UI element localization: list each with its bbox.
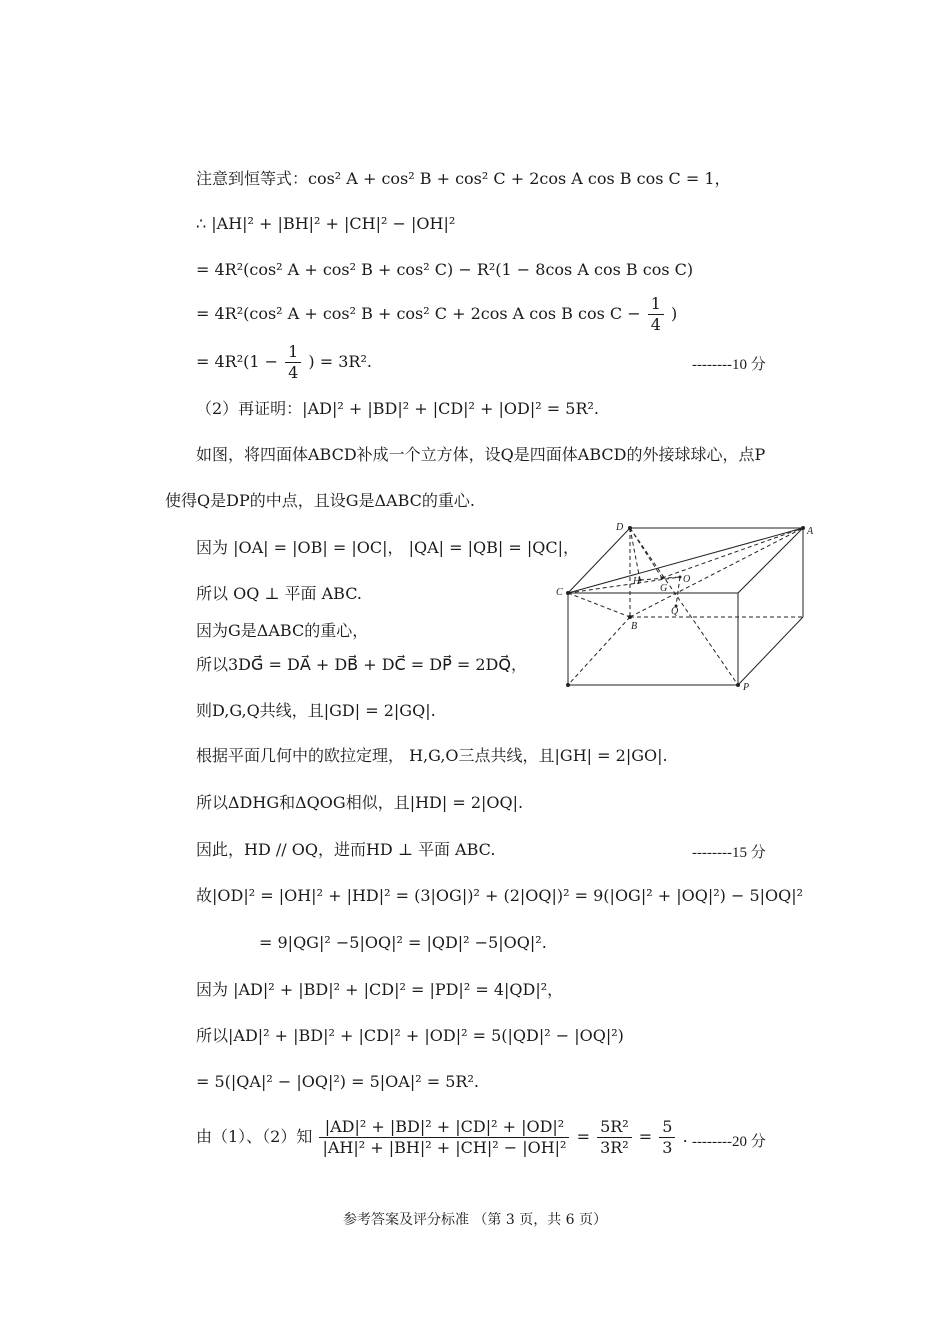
final-ratio-fraction bbox=[319, 1117, 569, 1158]
fraction-denominator: 3 bbox=[662, 1138, 673, 1157]
fraction-denominator: |AH|² + |BH|² + |CH|² − |OH|² bbox=[322, 1138, 567, 1157]
similar-triangles-line: 所以ΔDHG和ΔQOG相似，且|HD| = 2|OQ|. bbox=[196, 793, 524, 812]
fraction-quarter bbox=[648, 294, 664, 335]
label-g: G bbox=[660, 583, 668, 594]
vector-line: 所以3DG⃗ = DA⃗ + DB⃗ + DC⃗ = DP⃗ = 2DQ⃗， bbox=[196, 655, 527, 674]
construction-line-1: 如图，将四面体ABCD补成一个立方体，设Q是四面体ABCD的外接球球心，点P bbox=[196, 445, 766, 464]
step-line-3-text: = 4R²(1 − bbox=[196, 352, 279, 371]
page-footer: 参考答案及评分标准 （第 3 页，共 6 页） bbox=[342, 1212, 608, 1228]
centroid-line: 因为G是ΔABC的重心， bbox=[196, 621, 369, 640]
label-h: H bbox=[633, 576, 641, 587]
fraction-denominator: 4 bbox=[288, 363, 299, 382]
result-5r2-line: = 5(|QA|² − |OQ|²) = 5|OA|² = 5R². bbox=[196, 1072, 479, 1091]
step-line-2-close: ) bbox=[671, 304, 678, 323]
ratio-5-3 bbox=[659, 1117, 675, 1158]
sum-od-line: 所以|AD|² + |BD|² + |CD|² + |OD|² = 5(|QD|² − |OQ|²) bbox=[196, 1026, 624, 1045]
perpendicular-line: 所以 OQ ⊥ 平面 ABC. bbox=[196, 584, 362, 603]
equal-distances-line: 因为 |OA| = |OB| = |OC|， |QA| = |QB| = |QC|， bbox=[196, 538, 579, 557]
collinear-line: 则D,G,Q共线，且|GD| = 2|GQ|. bbox=[196, 701, 436, 720]
label-a: A bbox=[807, 526, 814, 537]
score-15: --------15 分 bbox=[692, 845, 766, 861]
ratio-5r2-3r2 bbox=[597, 1117, 632, 1158]
label-d: D bbox=[616, 522, 624, 533]
final-ratio-prefix: 由（1）、（2）知 bbox=[196, 1127, 313, 1146]
fraction-numerator: |AD|² + |BD|² + |CD|² + |OD|² bbox=[319, 1117, 569, 1138]
label-q: Q bbox=[671, 606, 679, 617]
identity-line: 注意到恒等式：cos² A + cos² B + cos² C + 2cos A cos B cos C = 1， bbox=[196, 169, 731, 188]
final-period: . bbox=[682, 1127, 688, 1146]
step-line-1: = 4R²(cos² A + cos² B + cos² C) − R²(1 − 8cos A cos B cos C) bbox=[196, 260, 694, 279]
fraction-denominator: 3R² bbox=[600, 1138, 629, 1157]
od-squared-line-2: = 9|QG|² −5|OQ|² = |QD|² −5|OQ|². bbox=[259, 933, 547, 952]
final-ratio-line bbox=[196, 1117, 688, 1158]
step-line-2 bbox=[196, 294, 677, 335]
step-line-3 bbox=[196, 342, 372, 383]
sum-expression-line: ∴ |AH|² + |BH|² + |CH|² − |OH|² bbox=[196, 214, 456, 233]
fraction-numerator: 5R² bbox=[597, 1117, 632, 1138]
fraction-numerator: 1 bbox=[285, 342, 301, 363]
od-squared-line: 故|OD|² = |OH|² + |HD|² = (3|OG|)² + (2|OQ|)² = 9(|OG|² + |OQ|²) − 5|OQ|² bbox=[196, 886, 804, 905]
fraction-numerator: 5 bbox=[659, 1117, 675, 1138]
fraction-quarter-2 bbox=[285, 342, 301, 383]
fraction-denominator: 4 bbox=[650, 315, 661, 334]
equals-sign: = bbox=[576, 1127, 590, 1146]
construction-line-2: 使得Q是DP的中点，且设G是ΔABC的重心. bbox=[165, 491, 475, 510]
label-b: B bbox=[631, 621, 638, 632]
part2-heading: （2）再证明：|AD|² + |BD|² + |CD|² + |OD|² = 5R². bbox=[196, 399, 599, 418]
step-line-3-result: ) = 3R². bbox=[308, 352, 372, 371]
score-20: --------20 分 bbox=[692, 1134, 766, 1150]
label-c: C bbox=[556, 587, 563, 598]
cube-dashed-edges bbox=[568, 528, 803, 685]
cube-tetrahedron-figure bbox=[550, 518, 820, 696]
pd-line: 因为 |AD|² + |BD|² + |CD|² = |PD|² = 4|QD|²， bbox=[196, 980, 564, 999]
fraction-numerator: 1 bbox=[648, 294, 664, 315]
score-10: --------10 分 bbox=[692, 357, 766, 373]
figure-labels bbox=[556, 522, 814, 693]
label-p: P bbox=[743, 682, 750, 693]
parallel-line: 因此，HD // OQ，进而HD ⊥ 平面 ABC. bbox=[196, 840, 496, 859]
equals-sign-2: = bbox=[638, 1127, 653, 1146]
euler-line: 根据平面几何中的欧拉定理， H,G,O三点共线，且|GH| = 2|GO|. bbox=[196, 746, 668, 765]
step-line-2-text: = 4R²(cos² A + cos² B + cos² C + 2cos A cos B cos C − bbox=[196, 304, 641, 323]
label-o: O bbox=[683, 574, 691, 585]
